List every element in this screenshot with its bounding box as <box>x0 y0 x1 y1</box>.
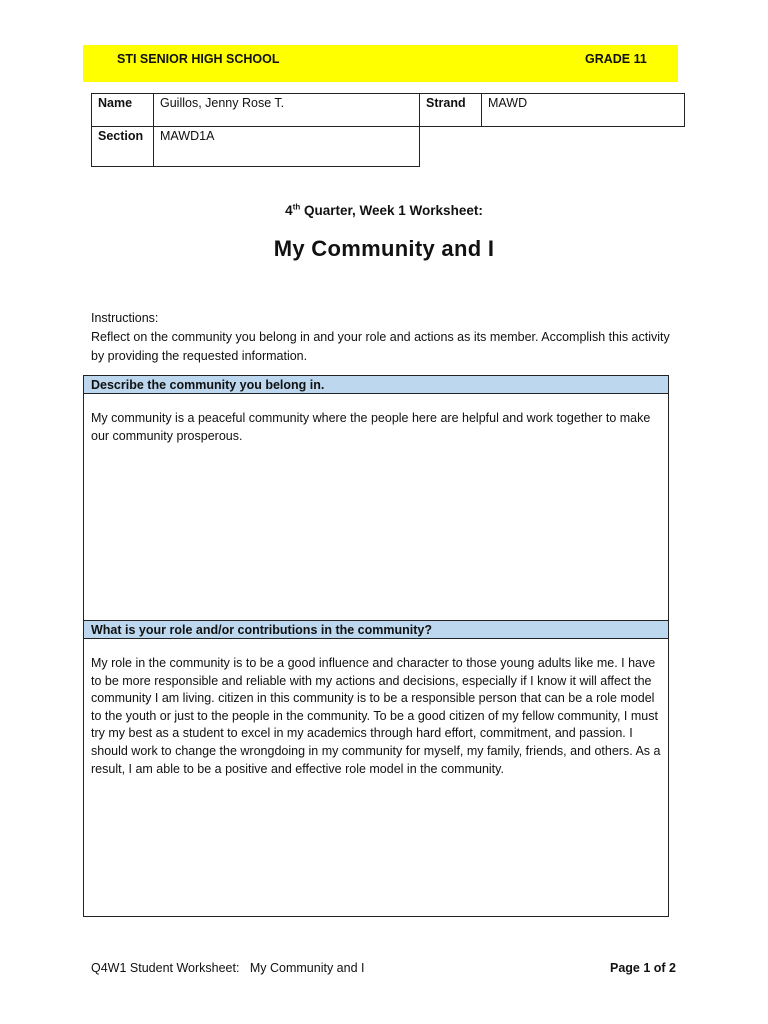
student-info-table <box>91 93 685 167</box>
section-label: Section <box>92 127 154 167</box>
question-prompt: What is your role and/or contributions in the community? <box>84 621 668 639</box>
info-row-section <box>92 127 685 167</box>
question-box-role <box>83 620 669 917</box>
question-answer: My role in the community is to be a good influence and character to those young adults like me. I have to be more responsible and reliable with my actions and decisions, especially if I know it will affect the community I am living. citizen in this community is to be a responsible person that can be a role model to the youth or just to the people in the community. To be a good citizen of my fellow community, I must try my best as a student to excel in my academics through hard effort, commitment, and passion. I should work to change the wrongdoing in my community for myself, my family, friends, and others. As a result, I am able to be a positive and effective role model in the community. <box>91 656 661 776</box>
grade-level: GRADE 11 <box>585 52 647 66</box>
strand-label: Strand <box>420 94 482 127</box>
empty-cell <box>482 127 685 167</box>
info-row-name <box>92 94 685 127</box>
school-name: STI SENIOR HIGH SCHOOL <box>117 52 280 66</box>
question-prompt: Describe the community you belong in. <box>84 376 668 394</box>
name-value: Guillos, Jenny Rose T. <box>154 94 420 127</box>
strand-value: MAWD <box>482 94 685 127</box>
empty-cell <box>420 127 482 167</box>
instructions-heading: Instructions: <box>91 311 159 325</box>
page-title: My Community and I <box>273 236 495 261</box>
instructions-text: Reflect on the community you belong in and your role and actions as its member. Accomplish this activity by providing the requested information. <box>91 330 670 363</box>
name-label: Name <box>92 94 154 127</box>
section-value: MAWD1A <box>154 127 420 167</box>
instructions-block <box>91 309 671 366</box>
footer-page-number: Page 1 of 2 <box>610 961 676 975</box>
question-answer: My community is a peaceful community where the people here are helpful and work together to make our community prosperous. <box>91 411 651 443</box>
quarter-number: 4 <box>285 203 293 218</box>
school-banner <box>83 45 678 82</box>
question-box-community <box>83 375 669 621</box>
quarter-ordinal-suffix: th <box>292 202 301 212</box>
worksheet-subtitle <box>0 203 768 218</box>
quarter-text: Quarter, Week 1 Worksheet: <box>300 203 483 218</box>
footer-worksheet-label: Q4W1 Student Worksheet: My Community and I <box>91 961 365 975</box>
